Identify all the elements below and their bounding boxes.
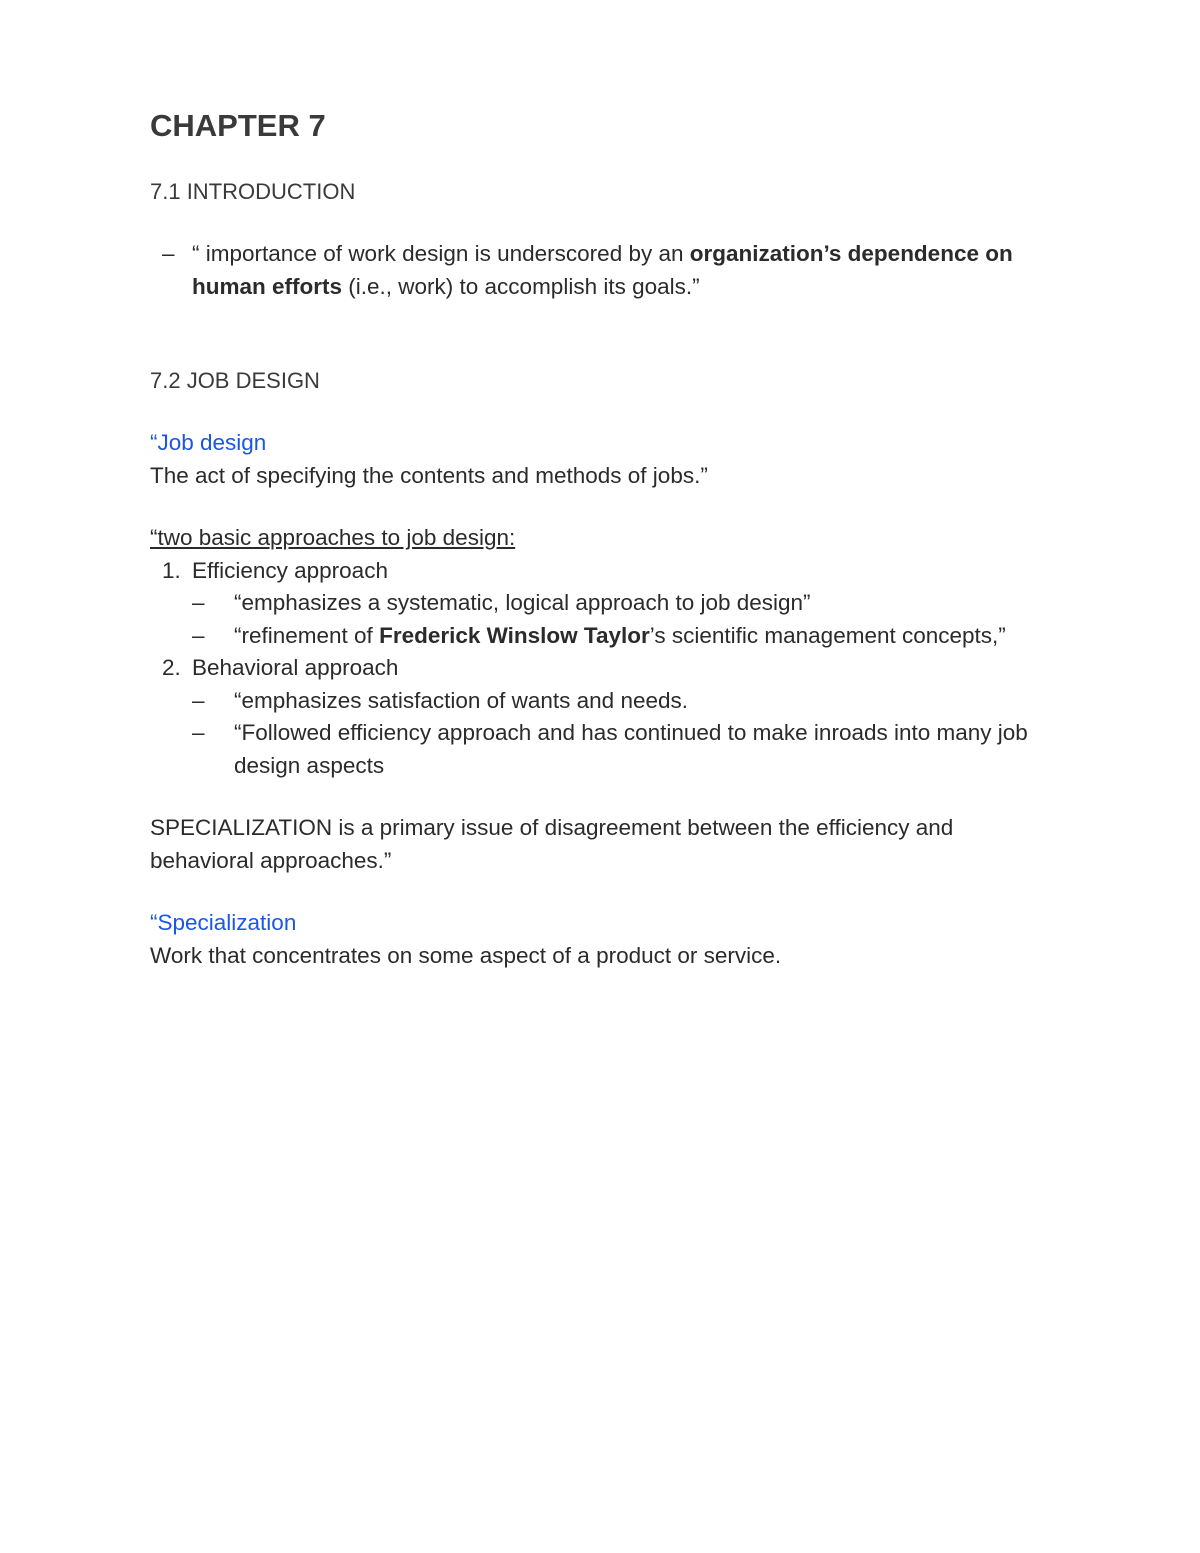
bullet-dash: –: [192, 622, 205, 648]
intro-bullet: [150, 238, 1050, 303]
job-design-definition: The act of specifying the contents and methods of jobs.”: [150, 462, 708, 488]
behavioral-point-1: [192, 685, 1050, 718]
bullet-dash: –: [192, 590, 205, 615]
point-text: “emphasizes a systematic, logical approach to job design”: [234, 590, 811, 615]
point-text-pre: “refinement of: [234, 622, 380, 648]
intro-heading: 7.1 INTRODUCTION: [150, 179, 356, 204]
intro-bullet-text-2: (i.e., work) to accomplish its goals.”: [342, 273, 700, 299]
specialization-term: “Specialization: [150, 910, 297, 935]
approach-number: 1.: [162, 557, 181, 583]
chapter-title: CHAPTER 7: [150, 108, 326, 143]
efficiency-point-1: [192, 587, 1050, 620]
intro-bullet-text-1: “ importance of work design is underscored by an: [192, 241, 690, 266]
job-design-heading: 7.2 JOB DESIGN: [150, 368, 320, 393]
point-text: “emphasizes satisfaction of wants and needs.: [234, 687, 688, 713]
bullet-dash: –: [162, 241, 175, 266]
approach-item-behavioral: [150, 652, 1050, 685]
point-text-bold: Frederick Winslow Taylor: [379, 622, 650, 648]
document-content: [150, 104, 1050, 972]
job-design-term: “Job design: [150, 430, 267, 455]
efficiency-points: [192, 587, 1050, 652]
efficiency-point-2: [192, 620, 1050, 653]
specialization-statement: SPECIALIZATION is a primary issue of disagreement between the efficiency and behavioral approaches.”: [150, 815, 954, 873]
bullet-dash: –: [192, 687, 205, 713]
specialization-definition: Work that concentrates on some aspect of a product or service.: [150, 942, 782, 968]
behavioral-points: [192, 685, 1050, 783]
approach-item-efficiency: [150, 555, 1050, 588]
approach-label: Behavioral approach: [192, 655, 399, 680]
approach-number: 2.: [162, 655, 181, 680]
intro-bullet-bold: organization’s dependence on human efforts: [192, 241, 1013, 299]
point-text-post: ’s scientific management concepts,”: [649, 622, 1006, 648]
point-text: “Followed efficiency approach and has continued to make inroads into many job design aspects: [234, 720, 1028, 778]
behavioral-point-2: [192, 717, 1050, 782]
approaches-heading: “two basic approaches to job design:: [150, 525, 516, 550]
approach-label: Efficiency approach: [192, 557, 388, 583]
bullet-dash: –: [192, 720, 205, 745]
